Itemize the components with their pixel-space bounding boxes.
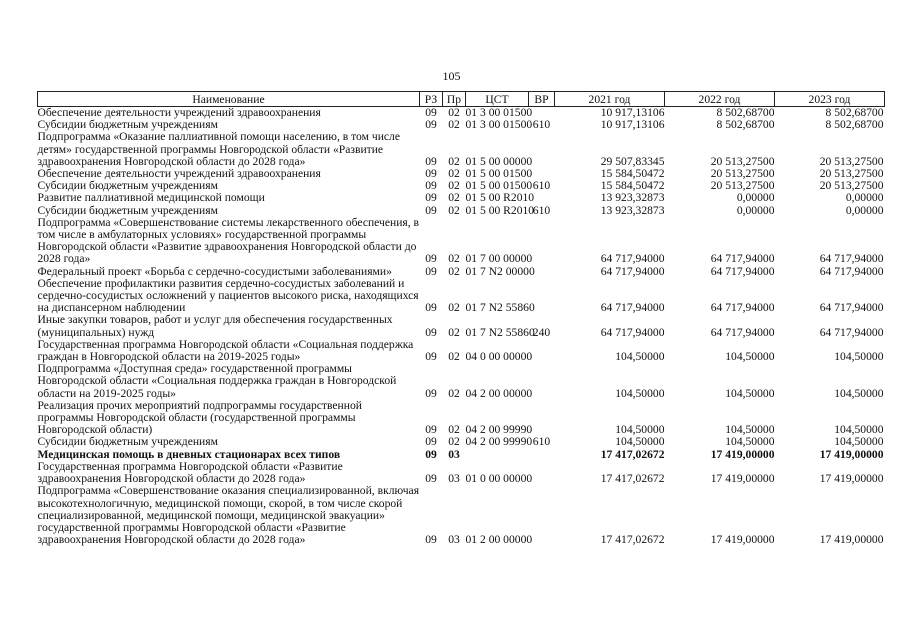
cell-rz: 09 <box>425 264 437 278</box>
cell-pr: 02 <box>448 301 460 315</box>
cell-2022: 20 513,27500 <box>710 167 775 181</box>
cell-pr: 02 <box>448 252 460 266</box>
cell-pr: 02 <box>448 423 460 437</box>
table-row <box>38 400 885 437</box>
cell-2023: 104,50000 <box>834 435 884 449</box>
cell-name: Субсидии бюджетным учреждениям <box>37 118 218 132</box>
cell-name: Медицинская помощь в дневных стационарах всех типов <box>37 447 341 461</box>
cell-vr <box>529 131 555 168</box>
cell-2021: 10 917,13106 <box>600 118 665 132</box>
cell-vr <box>529 449 555 461</box>
cell-2022: 104,50000 <box>725 386 775 400</box>
cell-name: Обеспечение деятельности учреждений здравоохранения <box>37 106 321 119</box>
cell-name: Подпрограмма «Совершенствование оказания специализированной, включая высокотехнологичную, медицинской помощи, скорой, в том числе скорой специализированной, медицинской помощи, медицинской эвакуации» государственной программы Новгородской области «Развитие здравоохранения Новгородской области до 2028 года» <box>37 484 420 547</box>
cell-cst: 01 0 00 00000 <box>465 472 533 486</box>
cell-2021: 104,50000 <box>615 423 665 437</box>
column-header-cst: ЦСТ <box>466 92 529 107</box>
cell-cst: 01 5 00 00000 <box>465 154 533 168</box>
cell-vr <box>529 400 555 437</box>
cell-name: Федеральный проект «Борьба с сердечно-сосудистыми заболеваниями» <box>37 264 392 278</box>
cell-name: Подпрограмма «Совершенствование системы лекарственного обеспечения, в том числе в амбулаторных условиях» государственной программы Новгородской области «Развитие здравоохранения Новгородской области до 2028 года» <box>37 215 420 266</box>
cell-pr: 02 <box>448 325 460 339</box>
cell-vr <box>529 363 555 400</box>
table-row <box>38 485 885 546</box>
column-header-rz: РЗ <box>420 92 443 107</box>
table-row <box>38 217 885 266</box>
cell-2021: 64 717,94000 <box>600 325 665 339</box>
cell-2021: 104,50000 <box>615 435 665 449</box>
cell-rz: 09 <box>425 118 437 132</box>
cell-2022: 0,00000 <box>736 203 775 217</box>
cell-2021: 64 717,94000 <box>600 301 665 315</box>
table-row <box>38 131 885 168</box>
cell-pr: 02 <box>448 203 460 217</box>
cell-2021: 10 917,13106 <box>600 106 665 119</box>
cell-2021: 15 584,50472 <box>600 179 665 193</box>
cell-rz: 09 <box>425 167 437 181</box>
cell-cst: 01 5 00 01500 <box>465 179 533 193</box>
cell-2023: 104,50000 <box>834 350 884 364</box>
cell-vr: 610 <box>532 435 551 449</box>
table-row <box>38 266 885 278</box>
column-header-name: Наименование <box>38 92 420 107</box>
cell-name: Реализация прочих мероприятий подпрограммы государственной программы Новгородской области (государственной программы Новгородской области) <box>37 398 362 437</box>
column-header-2021: 2021 год <box>555 92 665 107</box>
cell-pr: 02 <box>448 350 460 364</box>
cell-name: Развитие паллиативной медицинской помощи <box>37 191 265 205</box>
cell-cst: 01 7 00 00000 <box>465 252 533 266</box>
cell-rz: 09 <box>425 472 437 486</box>
cell-name: Субсидии бюджетным учреждениям <box>37 179 218 193</box>
cell-rz: 09 <box>425 179 437 193</box>
cell-2023: 0,00000 <box>845 191 884 205</box>
cell-pr: 02 <box>448 154 460 168</box>
cell-2021: 17 417,02672 <box>600 447 665 461</box>
cell-pr: 02 <box>448 167 460 181</box>
cell-2023: 17 419,00000 <box>819 447 884 461</box>
table-row <box>38 339 885 363</box>
cell-cst: 01 7 N2 00000 <box>465 264 535 278</box>
cell-2022: 64 717,94000 <box>710 252 775 266</box>
cell-vr: 610 <box>532 203 551 217</box>
cell-pr: 03 <box>448 533 460 547</box>
column-header-2023: 2023 год <box>775 92 885 107</box>
cell-name: Подпрограмма «Оказание паллиативной помощи населению, в том числе детям» государственной программы Новгородской области «Развитие здравоохранения Новгородской области до 2028 года» <box>37 130 400 168</box>
cell-2022: 8 502,68700 <box>716 106 775 119</box>
cell-pr: 03 <box>448 472 460 486</box>
cell-name: Подпрограмма «Доступная среда» государственной программы Новгородской области «Социальная поддержка граждан в Новгородской области на 2019-2025 годы» <box>37 362 397 400</box>
cell-2023: 0,00000 <box>845 203 884 217</box>
cell-2022: 20 513,27500 <box>710 179 775 193</box>
cell-name: Государственная программа Новгородской области «Развитие здравоохранения Новгородской области до 2028 года» <box>37 459 343 486</box>
cell-2023: 104,50000 <box>834 386 884 400</box>
cell-vr <box>529 217 555 266</box>
cell-pr: 03 <box>448 447 460 461</box>
cell-pr: 02 <box>448 106 460 119</box>
cell-name: Обеспечение профилактики развития сердечно-сосудистых заболеваний и сердечно-сосудистых осложнений у пациентов высокого риска, находящихся на диспансерном наблюдении <box>37 276 419 315</box>
cell-name: Иные закупки товаров, работ и услуг для обеспечения государственных (муниципальных) нужд <box>37 313 393 339</box>
table-row <box>38 314 885 338</box>
cell-cst: 01 7 N2 55860 <box>465 301 535 315</box>
cell-vr: 610 <box>532 179 551 193</box>
column-header-pr: Пр <box>443 92 466 107</box>
table-header-row <box>38 92 885 107</box>
cell-vr <box>529 339 555 363</box>
cell-cst: 01 5 00 01500 <box>465 167 533 181</box>
cell-cst: 01 3 00 01500 <box>465 106 533 119</box>
cell-cst: 01 3 00 01500 <box>465 118 533 132</box>
table-row <box>38 461 885 485</box>
cell-2021: 104,50000 <box>615 386 665 400</box>
cell-rz: 09 <box>425 301 437 315</box>
cell-vr: 610 <box>532 118 551 132</box>
cell-rz: 09 <box>425 447 437 461</box>
cell-2022: 64 717,94000 <box>710 301 775 315</box>
cell-vr <box>529 485 555 546</box>
cell-2023: 17 419,00000 <box>819 533 884 547</box>
cell-rz: 09 <box>425 386 437 400</box>
table-row <box>38 192 885 204</box>
cell-cst: 04 2 00 99990 <box>465 435 533 449</box>
cell-2022: 20 513,27500 <box>710 154 775 168</box>
table-row <box>38 363 885 400</box>
cell-2021: 104,50000 <box>615 350 665 364</box>
cell-rz: 09 <box>425 252 437 266</box>
cell-cst: 01 5 00 R2010 <box>465 191 535 205</box>
cell-rz: 09 <box>425 533 437 547</box>
cell-2021: 64 717,94000 <box>600 264 665 278</box>
cell-2022: 104,50000 <box>725 435 775 449</box>
cell-2021: 15 584,50472 <box>600 167 665 181</box>
cell-rz: 09 <box>425 203 437 217</box>
cell-name: Обеспечение деятельности учреждений здравоохранения <box>37 167 321 181</box>
cell-2021: 13 923,32873 <box>600 203 665 217</box>
cell-2022: 17 419,00000 <box>710 447 775 461</box>
cell-2023: 64 717,94000 <box>819 252 884 266</box>
table-row <box>38 278 885 315</box>
table-row <box>38 205 885 217</box>
cell-rz: 09 <box>425 154 437 168</box>
cell-name: Государственная программа Новгородской области «Социальная поддержка граждан в Новгородской области на 2019-2025 годы» <box>37 337 414 364</box>
cell-2023: 8 502,68700 <box>825 118 884 132</box>
cell-2023: 20 513,27500 <box>819 167 884 181</box>
cell-name: Субсидии бюджетным учреждениям <box>37 203 218 217</box>
cell-cst <box>466 449 529 461</box>
cell-2022: 64 717,94000 <box>710 325 775 339</box>
cell-name: Субсидии бюджетным учреждениям <box>37 435 218 449</box>
cell-2021: 13 923,32873 <box>600 191 665 205</box>
cell-pr: 02 <box>448 118 460 132</box>
cell-2022: 17 419,00000 <box>710 472 775 486</box>
budget-table <box>37 91 885 546</box>
cell-2021: 64 717,94000 <box>600 252 665 266</box>
cell-rz: 09 <box>425 435 437 449</box>
cell-vr <box>529 461 555 485</box>
cell-cst: 04 2 00 99990 <box>465 423 533 437</box>
cell-rz: 09 <box>425 350 437 364</box>
cell-pr: 02 <box>448 435 460 449</box>
cell-2023: 64 717,94000 <box>819 301 884 315</box>
cell-2023: 8 502,68700 <box>825 106 884 119</box>
cell-pr: 02 <box>448 386 460 400</box>
cell-2021: 29 507,83345 <box>600 154 665 168</box>
cell-vr: 240 <box>532 325 551 339</box>
cell-pr: 02 <box>448 264 460 278</box>
column-header-vr: ВР <box>529 92 555 107</box>
cell-2021: 17 417,02672 <box>600 472 665 486</box>
cell-rz: 09 <box>425 191 437 205</box>
cell-cst: 04 0 00 00000 <box>465 350 533 364</box>
cell-2023: 17 419,00000 <box>819 472 884 486</box>
cell-2022: 104,50000 <box>725 423 775 437</box>
page-number: 105 <box>442 69 461 83</box>
cell-2021: 17 417,02672 <box>600 533 665 547</box>
cell-pr: 02 <box>448 191 460 205</box>
cell-2023: 20 513,27500 <box>819 179 884 193</box>
table-body <box>38 107 885 547</box>
cell-2023: 20 513,27500 <box>819 154 884 168</box>
cell-rz: 09 <box>425 325 437 339</box>
cell-2022: 0,00000 <box>736 191 775 205</box>
cell-2022: 8 502,68700 <box>716 118 775 132</box>
cell-2023: 64 717,94000 <box>819 325 884 339</box>
cell-2023: 64 717,94000 <box>819 264 884 278</box>
cell-2022: 64 717,94000 <box>710 264 775 278</box>
cell-pr: 02 <box>448 179 460 193</box>
cell-cst: 01 2 00 00000 <box>465 533 533 547</box>
cell-2022: 17 419,00000 <box>710 533 775 547</box>
cell-cst: 01 7 N2 55860 <box>465 325 535 339</box>
table-row <box>38 436 885 448</box>
cell-rz: 09 <box>425 106 437 119</box>
cell-cst: 01 5 00 R2010 <box>465 203 535 217</box>
cell-2023: 104,50000 <box>834 423 884 437</box>
cell-cst: 04 2 00 00000 <box>465 386 533 400</box>
cell-2022: 104,50000 <box>725 350 775 364</box>
column-header-2022: 2022 год <box>665 92 775 107</box>
cell-rz: 09 <box>425 423 437 437</box>
